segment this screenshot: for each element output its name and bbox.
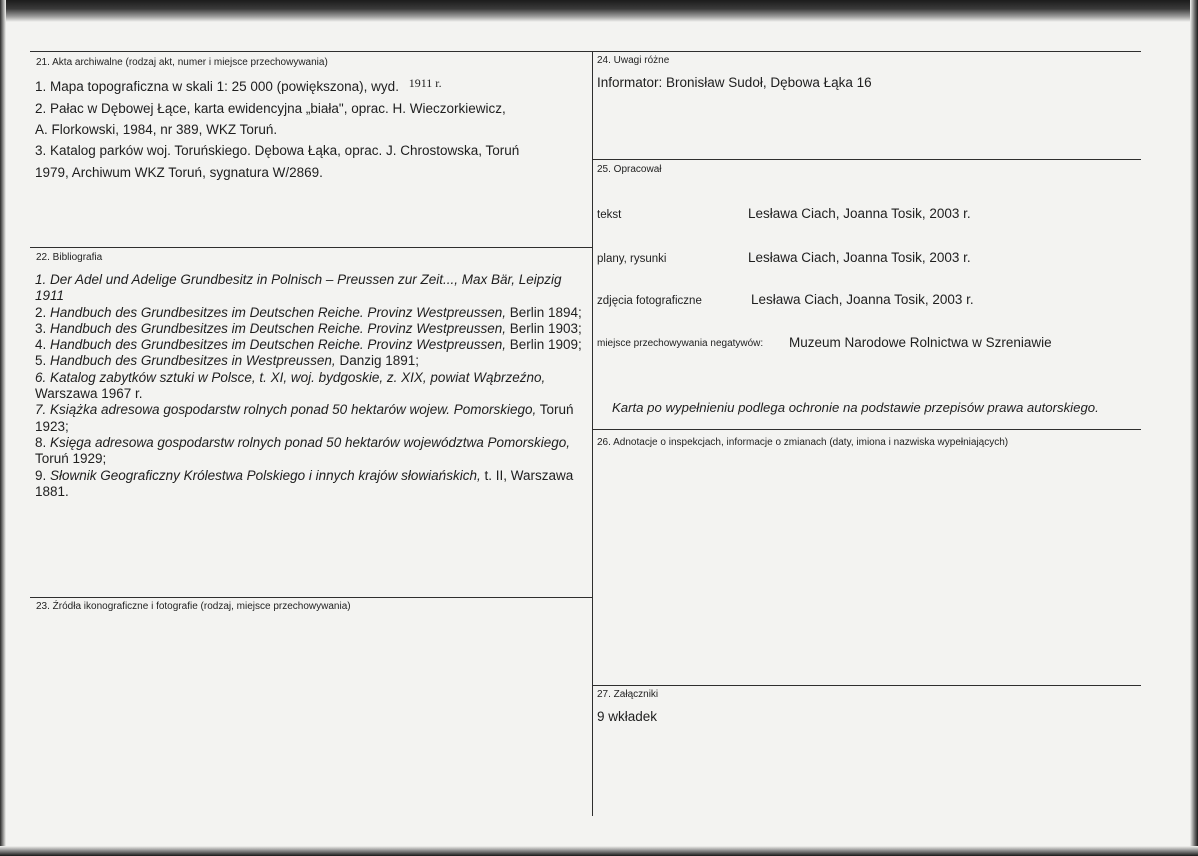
bibliography-title: Księga adresowa gospodarstw rolnych ponad 50 hektarów województwa Pomorskiego,	[50, 434, 571, 450]
archive-line-5: 1979, Archiwum WKZ Toruń, sygnatura W/2869.	[35, 165, 323, 180]
bibliography-title: 1. Der Adel und Adelige Grundbesitz in Polnisch – Preussen zur Zeit..., Max Bär, Leipzig 1911	[35, 272, 562, 304]
author-photos-label: zdjęcia fotograficzne	[597, 295, 702, 307]
negatives-storage-label: miejsce przechowywania negatywów:	[597, 338, 764, 349]
bibliography-item-1	[35, 272, 585, 305]
archive-line-1	[35, 76, 442, 95]
section-21-header: 21. Akta archiwalne (rodzaj akt, numer i miejsce przechowywania)	[36, 57, 328, 68]
rule-25	[593, 159, 1141, 160]
section-23-header: 23. Źródła ikonograficzne i fotografie (rodzaj, miejsce przechowywania)	[36, 601, 351, 612]
bibliography-title: 6. Katalog zabytków sztuki w Polsce, t. XI, woj. bydgoskie, z. XIX, powiat Wąbrzeźno,	[35, 369, 546, 385]
archive-line-4: 3. Katalog parków woj. Toruńskiego. Dębowa Łąka, oprac. J. Chrostowska, Toruń	[35, 143, 520, 158]
bibliography-title: Handbuch des Grundbesitzes in Westpreussen,	[50, 353, 336, 369]
bibliography-item-2: 2. Handbuch des Grundbesitzes im Deutschen Reiche. Provinz Westpreussen, Berlin 1894;	[35, 304, 582, 320]
section-26-header: 26. Adnotacje o inspekcjach, informacje o zmianach (daty, imiona i nazwiska wypełniających)	[597, 437, 1009, 448]
bibliography-list	[35, 272, 585, 500]
attachments-text: 9 wkładek	[597, 709, 658, 724]
archive-line-2: 2. Pałac w Dębowej Łące, karta ewidencyjna „biała", oprac. H. Wieczorkiewicz,	[35, 101, 506, 116]
bibliography-title: Słownik Geograficzny Królestwa Polskiego i innych krajów słowiańskich,	[50, 467, 481, 483]
scan-edge-bottom	[0, 846, 1198, 856]
bibliography-item-8: 8. Księga adresowa gospodarstw rolnych ponad 50 hektarów województwa Pomorskiego, Toruń 1929;	[35, 434, 571, 467]
rule-22	[30, 247, 592, 248]
section-27-header: 27. Załączniki	[597, 689, 659, 700]
section-25-header: 25. Opracował	[597, 164, 662, 175]
scan-edge-left	[0, 0, 6, 856]
bibliography-item-9: 9. Słownik Geograficzny Królestwa Polskiego i innych krajów słowiańskich, t. II, Warszawa 1881.	[35, 467, 574, 499]
copyright-notice: Karta po wypełnieniu podlega ochronie na podstawie przepisów prawa autorskiego.	[612, 400, 1099, 415]
bibliography-item-6: 6. Katalog zabytków sztuki w Polsce, t. XI, woj. bydgoskie, z. XIX, powiat Wąbrzeźno, Warszawa 1967 r.	[35, 369, 546, 402]
archive-line-1-text: 1. Mapa topograficzna w skali 1: 25 000 (powiększona), wyd.	[35, 79, 399, 94]
section-24-header: 24. Uwagi różne	[597, 55, 670, 66]
bibliography-item-4: 4. Handbuch des Grundbesitzes im Deutschen Reiche. Provinz Westpreussen, Berlin 1909;	[35, 337, 582, 353]
bibliography-title: 7. Książka adresowa gospodarstw rolnych ponad 50 hektarów wojew. Pomorskiego,	[35, 402, 537, 418]
rule-27	[593, 685, 1141, 686]
bibliography-title: Handbuch des Grundbesitzes im Deutschen Reiche. Provinz Westpreussen,	[50, 304, 506, 320]
bibliography-item-5: 5. Handbuch des Grundbesitzes in Westpreussen, Danzig 1891;	[35, 353, 419, 369]
bibliography-title: Handbuch des Grundbesitzes im Deutschen Reiche. Provinz Westpreussen,	[50, 337, 506, 353]
negatives-storage-value: Muzeum Narodowe Rolnictwa w Szreniawie	[789, 335, 1052, 350]
author-plans-value: Lesława Ciach, Joanna Tosik, 2003 r.	[748, 250, 971, 265]
remarks-text: Informator: Bronisław Sudoł, Dębowa Łąka 16	[597, 75, 872, 90]
bibliography-item-7: 7. Książka adresowa gospodarstw rolnych ponad 50 hektarów wojew. Pomorskiego, Toruń 1923;	[35, 402, 574, 434]
author-plans-label: plany, rysunki	[597, 253, 667, 265]
bibliography-item-3: 3. Handbuch des Grundbesitzes im Deutschen Reiche. Provinz Westpreussen, Berlin 1903;	[35, 320, 582, 336]
rule-23	[30, 597, 592, 598]
bibliography-title: Handbuch des Grundbesitzes im Deutschen Reiche. Provinz Westpreussen,	[50, 320, 506, 336]
author-photos-value: Lesława Ciach, Joanna Tosik, 2003 r.	[751, 292, 974, 307]
scan-edge-top	[0, 0, 1198, 22]
section-22-header: 22. Bibliografia	[36, 252, 103, 263]
scan-edge-right	[1190, 0, 1198, 856]
column-divider	[592, 51, 593, 816]
top-rule	[30, 51, 1141, 52]
rule-26	[593, 429, 1141, 430]
author-text-value: Lesława Ciach, Joanna Tosik, 2003 r.	[748, 206, 971, 221]
author-text-label: tekst	[597, 209, 622, 221]
archive-line-3: A. Florkowski, 1984, nr 389, WKZ Toruń.	[35, 122, 278, 137]
handwritten-year: 1911 r.	[408, 76, 442, 90]
